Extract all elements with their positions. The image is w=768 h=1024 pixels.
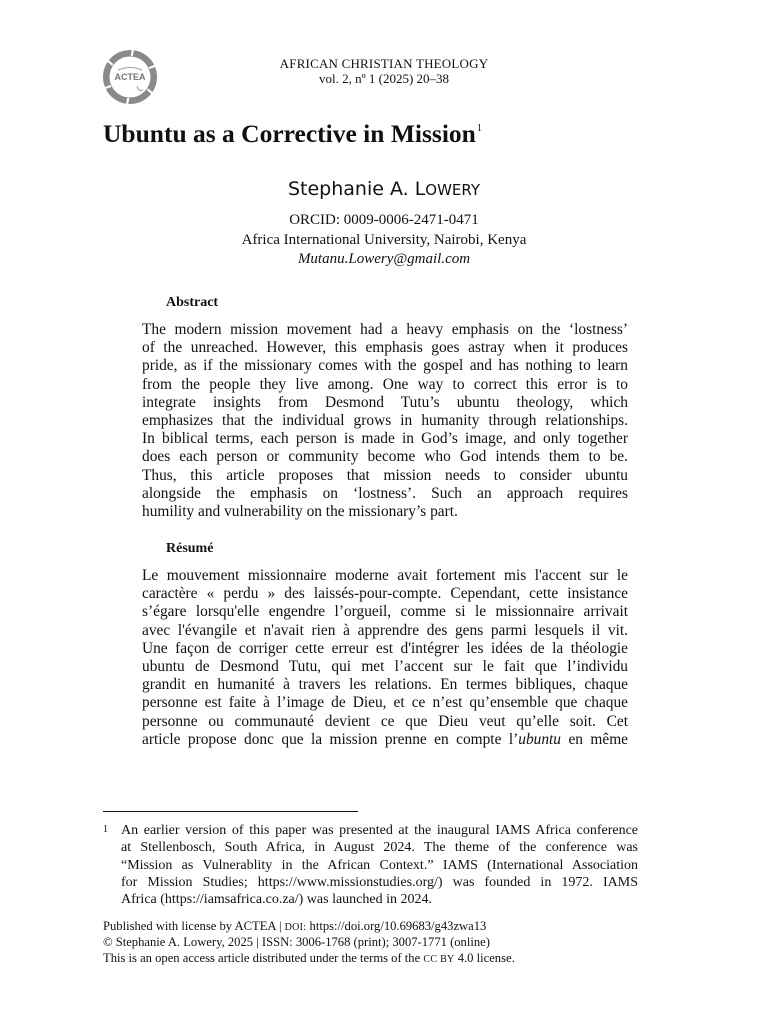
journal-header bbox=[260, 56, 508, 86]
author-email[interactable]: Mutanu.Lowery@gmail.com bbox=[297, 251, 471, 267]
resume-line: avec l'évangile et n'avait rien à apprendre des gens parmi lesquels il vit. bbox=[142, 621, 628, 639]
resume-line: s’égare lorsqu'elle engendre l’orgueil, comme si le missionnaire arrivait bbox=[142, 603, 628, 621]
abstract-line: Thus, this article proposes that mission needs to consider ubuntu bbox=[142, 466, 628, 484]
footnote-line: An earlier version of this paper was presented at the inaugural IAMS Africa conference bbox=[121, 823, 638, 838]
resume-line: ubuntu de Desmond Tutu, qui met l’accent sur le fait que l’individu bbox=[142, 657, 628, 675]
footnote bbox=[103, 822, 638, 908]
actea-logo bbox=[101, 48, 159, 106]
abstract-heading: Abstract bbox=[166, 295, 219, 310]
abstract-line: humility and vulnerability on the missionary’s part. bbox=[142, 502, 458, 520]
journal-name: AFRICAN CHRISTIAN THEOLOGY bbox=[279, 56, 489, 71]
publisher-line: Published with license by ACTEA | DOI: https://doi.org/10.69683/g43zwa13 bbox=[103, 919, 487, 933]
title-footnote-mark[interactable]: 1 bbox=[476, 123, 482, 134]
resume-line: article propose donc que la mission prenne en compte l’ubuntu en même bbox=[142, 730, 628, 748]
resume-line: caractère « perdu » des laissés-pour-compte. Cependant, cette insistance bbox=[142, 585, 628, 603]
abstract-line: from the people they live among. One way to correct this error is to bbox=[142, 375, 628, 393]
orcid: ORCID: 0009-0006-2471-0471 bbox=[289, 212, 479, 228]
abstract-line: The modern mission movement had a heavy emphasis on the ‘lostness’ bbox=[142, 321, 628, 338]
footnote-line: at Stellenbosch, South Africa, in August 2024. The theme of the conference was bbox=[121, 840, 638, 856]
article-title: Ubuntu as a Corrective in Mission$^1$ bbox=[103, 119, 482, 148]
abstract-line: In biblical terms, each person is made in God’s image, and only together bbox=[142, 430, 628, 448]
abstract-text bbox=[142, 321, 628, 521]
open-access-line: This is an open access article distributed under the terms of the CC BY 4.0 license. bbox=[103, 950, 515, 965]
author-meta bbox=[0, 211, 768, 270]
footnote-line: “Mission as Vulnerablity in the African Context.” IAMS (International Association bbox=[121, 857, 638, 873]
abstract-line: of the unreached. However, this emphasis goes astray when it produces bbox=[142, 339, 628, 357]
resume-line: personne est faite à l’image de Dieu, et ce n’est qu’ensemble que chaque bbox=[142, 694, 628, 712]
resume-line: Une façon de corriger cette erreur est d'intégrer les idées de la théologie bbox=[142, 639, 628, 657]
doi-link[interactable]: https://doi.org/10.69683/g43zwa13 bbox=[306, 919, 487, 933]
license-block bbox=[103, 919, 515, 967]
resume-line: Le mouvement missionnaire moderne avait fortement mis l'accent sur le bbox=[142, 567, 628, 584]
journal-volume: vol. 2, nº 1 (2025) 20–38 bbox=[318, 71, 450, 86]
affiliation: Africa International University, Nairobi, Kenya bbox=[241, 231, 527, 248]
author-name: Stephanie A. LOWERY bbox=[287, 178, 481, 200]
footnote-rule bbox=[103, 811, 358, 812]
logo-text: ACTEA bbox=[114, 72, 146, 82]
cc-by-link[interactable]: CC BY bbox=[423, 953, 455, 965]
resume-text bbox=[142, 567, 628, 749]
abstract-line: emphasizes that the individual grows in humanity through relationships. bbox=[142, 411, 628, 429]
footnote-line: for Mission Studies; https://www.missionstudies.org/) was founded in 1972. IAMS bbox=[121, 874, 638, 890]
resume-heading: Résumé bbox=[166, 541, 214, 556]
footnote-line: Africa (https://iamsafrica.co.za/) was launched in 2024. bbox=[121, 892, 432, 908]
abstract-line: does each person or community become who God intends them to be. bbox=[142, 448, 628, 466]
resume-line: personne ou communauté devient ce que Dieu veut qu’elle soit. Cet bbox=[142, 712, 628, 730]
footnote-mark: 1 bbox=[103, 824, 108, 835]
abstract-line: integrate insights from Desmond Tutu’s ubuntu theology, which bbox=[142, 393, 628, 411]
resume-line: grandit en humanité à travers les relations. En termes bibliques, chaque bbox=[142, 676, 628, 694]
copyright-line: © Stephanie A. Lowery, 2025 | ISSN: 3006-1768 (print); 3007-1771 (online) bbox=[103, 935, 490, 950]
abstract-line: pride, as if the missionary comes with the gospel and has nothing to learn bbox=[142, 357, 628, 375]
abstract-line: alongside the emphasis on ‘lostness’. Such an approach requires bbox=[142, 484, 628, 502]
